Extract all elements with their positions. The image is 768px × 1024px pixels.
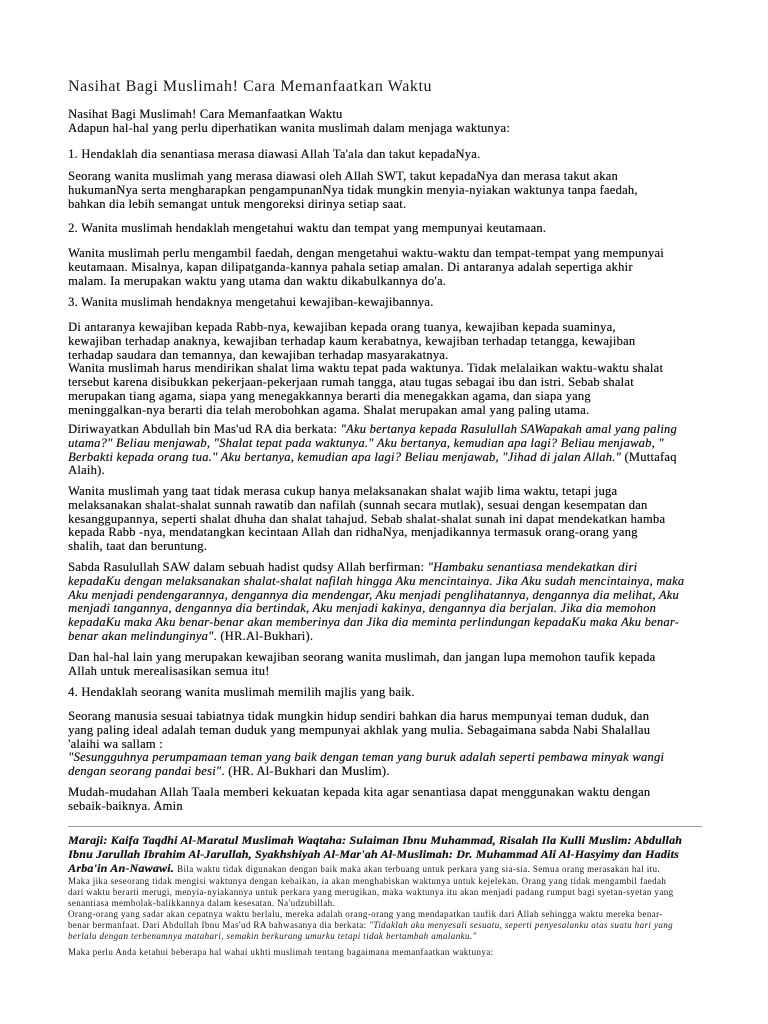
hadith-qudsi-paragraph xyxy=(68,561,684,644)
intro-paragraph xyxy=(68,108,510,136)
section-heading-2 xyxy=(68,222,546,236)
reference-line: Ibnu Jarullah Ibrahim Al-Jarullah, Syakhshiyah Al-Mar'ah Al-Muslimah: Dr. Muhammad Ali Al-Hasyimy dan Hadits xyxy=(68,847,679,861)
line xyxy=(68,423,677,437)
line: Dan hal-hal lain yang merupakan kewajiban seorang wanita muslimah, dan jangan lupa memohon taufik kepada xyxy=(68,650,656,664)
line: keutamaan. Misalnya, kapan dilipatganda-kannya pahala setiap amalan. Di antaranya adalah sepertiga akhir xyxy=(68,259,633,274)
line: hukumanNya serta mengharapkan pengampunanNya tidak mungkin menyia-nyiakan waktunya tanpa faedah, xyxy=(68,182,638,197)
footnote-quote-line: berlalu dengan terbenamnya matahari, semakin berkurang umurku tetapi tidak bertambah amalanku." xyxy=(68,931,477,941)
line: tersebut karena disibukkan pekerjaan-pekerjaan rumah tangga, atau tugas sebagai ibu dan istri. Sebab shalat xyxy=(68,375,634,390)
line xyxy=(68,630,684,644)
section-heading-4 xyxy=(68,686,415,700)
narration-text: Diriwayatkan Abdullah bin Mas'ud RA dia berkata: xyxy=(68,422,341,436)
line: kesanggupannya, seperti shalat dhuha dan shalat tahajud. Sebab shalat-shalat sunah ini dapat mendekatkan hamba xyxy=(68,511,666,526)
quote-text: "Aku bertanya kepada Rasulullah SAWapakah amal yang paling xyxy=(340,422,677,436)
line: Wanita muslimah harus mendirikan shalat lima waktu tepat pada waktunya. Tidak melalaikan waktu-waktu shalat xyxy=(68,361,664,376)
footnote-paragraph xyxy=(68,876,674,909)
footnote-paragraph xyxy=(68,947,494,958)
quote-text: "Tidaklah aku menyesali sesuatu, seperti penyesalanku atas suatu hari yang xyxy=(369,920,674,930)
intro-line: Adapun hal-hal yang perlu diperhatikan wanita muslimah dalam menjaga waktunya: xyxy=(68,120,510,135)
line: terhadap saudara dan temannya, dan kewajiban terhadap masyarakatnya. xyxy=(68,347,449,362)
reference-text: Arba'in An-Nawawi. xyxy=(68,861,174,875)
paragraph xyxy=(68,651,655,679)
line: Wanita muslimah perlu mengambil faedah, dengan mengetahui waktu-waktu dan tempat-tempat yang mempunyai xyxy=(68,246,664,260)
paragraph xyxy=(68,170,638,211)
closing-paragraph xyxy=(68,786,650,814)
line: melaksanakan shalat-shalat sunnah rawatib dan nafilah (sunnah secara mutlak), sesuai dengan kesempatan dan xyxy=(68,497,648,512)
heading-line: 2. Wanita muslimah hendaklah mengetahui waktu dan tempat yang mempunyai keutamaan. xyxy=(68,221,547,235)
line: bahkan dia lebih semangat untuk mengoreksi dirinya setiap saat. xyxy=(68,196,407,211)
quote-text: Berbakti kepada orang tua." Aku bertanya, kemudian apa lagi? Beliau menjawab, "Jihad di jalan Allah." xyxy=(68,449,621,464)
line: yang paling ideal adalah teman duduk yang mempunyai akhlak yang mulia. Sebagaimana sabda Nabi Shalallau xyxy=(68,722,651,737)
source-line: Alaih). xyxy=(68,463,105,478)
line: Allah untuk merealisasikan semua itu! xyxy=(68,663,270,678)
subtitle-line: Nasihat Bagi Muslimah! Cara Memanfaatkan Waktu xyxy=(68,107,343,121)
source-text: . (HR. Al-Bukhari dan Muslim). xyxy=(221,764,390,779)
heading-line: 3. Wanita muslimah hendaknya mengetahui kewajiban-kewajibannya. xyxy=(68,295,434,309)
line: 'alaihi wa sallam : xyxy=(68,736,163,751)
source-text: (Muttafaq xyxy=(620,449,677,464)
quote-line: kepadaKu maka Aku benar-benar akan memberinya dan Jika dia meminta perlindungan kepadaKu maka Aku benar- xyxy=(68,615,680,630)
footnote-line: Maka perlu Anda ketahui beberapa hal wahai ukhti muslimah tentang bagaimana memanfaatkan waktunya: xyxy=(68,947,494,957)
narration-text: Sabda Rasulullah SAW dalam sebuah hadist qudsy Allah berfirman: xyxy=(68,560,428,574)
footnote-paragraph xyxy=(68,909,673,942)
hadith-paragraph xyxy=(68,423,677,478)
paragraph xyxy=(68,321,663,418)
line xyxy=(68,765,664,779)
reference-line: Maraji: Kaifa Taqdhi Al-Maratul Muslimah Waqtaha: Sulaiman Ibnu Muhammad, Risalah Ila Kulli Muslim: Abdullah xyxy=(68,833,683,847)
quote-line: utama?" Beliau menjawab, "Shalat tepat pada waktunya." Aku bertanya, kemudian apa lagi? Beliau menjawab, " xyxy=(68,435,664,450)
document-title: Nasihat Bagi Muslimah! Cara Memanfaatkan Waktu xyxy=(68,78,433,95)
line xyxy=(68,561,684,575)
paragraph xyxy=(68,247,664,288)
line: Wanita muslimah yang taat tidak merasa cukup hanya melaksanakan shalat wajib lima waktu, tetapi juga xyxy=(68,484,618,498)
paragraph xyxy=(68,710,664,779)
footnote-line: Maka jika seseorang tidak mengisi waktunya dengan kebaikan, ia akan menghabiskan waktunya untuk kejelekan. Orang yang tidak mengambil faedah xyxy=(68,876,667,886)
quote-line: Aku menjadi pendengarannya, dengannya dia mendengar, Aku menjadi penglihatannya, dengannya dia melihat, Aku xyxy=(68,587,679,602)
footnote-text: benar bermanfaat. Dari Abdullah Ibnu Mas'ud RA bahwasanya dia berkata: xyxy=(68,920,370,930)
line xyxy=(68,451,677,465)
line: merupakan tiang agama, siapa yang menegakkannya berarti dia menegakkan agama, dan siapa yang xyxy=(68,388,591,403)
line: malam. Ia merupakan waktu yang utama dan waktu dikabulkannya do'a. xyxy=(68,273,447,288)
footnote-line: senantiasa membolak-balikkannya dalam kesesatan. Na'udzubillah. xyxy=(68,898,336,908)
quote-line: menjadi tangannya, dengannya dia bertindak, Aku menjadi kakinya, dengannya dia berjalan. Jika dia memohon xyxy=(68,601,657,616)
reference-line xyxy=(68,861,682,875)
footnote-line xyxy=(68,920,673,931)
footnote-line: dari waktu berarti merugi, menyia-nyiakannya untuk perkara yang merugikan, maka waktunya itu akan menjadi padang rumput bagi syetan-syetan yang xyxy=(68,887,674,897)
footnote-line: Orang-orang yang sadar akan cepatnya waktu berlalu, mereka adalah orang-orang yang mendapatkan taufik dari Allah sehingga waktu mereka benar- xyxy=(68,909,663,919)
section-heading-3 xyxy=(68,296,433,310)
heading-line: 1. Hendaklah dia senantiasa merasa diawasi Allah Ta'ala dan takut kepadaNya. xyxy=(68,147,481,161)
line: Seorang wanita muslimah yang merasa diawasi oleh Allah SWT, takut kepadaNya dan merasa takut akan xyxy=(68,169,618,183)
footnote-text: Bila waktu tidak digunakan dengan baik maka akan terbuang untuk perkara yang sia-sia. Semua orang merasakan hal itu. xyxy=(177,864,661,874)
quote-text: "Hambaku senantiasa mendekatkan diri xyxy=(427,560,638,574)
line: Mudah-mudahan Allah Taala memberi kekuatan kepada kita agar senantiasa dapat menggunakan waktu dengan xyxy=(68,785,651,799)
line: shalih, taat dan beruntung. xyxy=(68,539,208,554)
source-text: . (HR.Al-Bukhari). xyxy=(213,628,314,643)
quote-line: kepadaKu dengan melaksanakan shalat-shalat nafilah hingga Aku mencintainya. Jika Aku sudah mencintainya, maka xyxy=(68,573,685,588)
paragraph xyxy=(68,485,665,554)
line: meninggalkan-nya berarti dia telah merobohkan agama. Shalat merupakan amal yang paling utama. xyxy=(68,402,590,417)
section-heading-1 xyxy=(68,148,480,162)
quote-line: "Sesungguhnya perumpamaan teman yang baik dengan teman yang buruk adalah seperti pembawa minyak wangi xyxy=(68,750,665,765)
heading-line: 4. Hendaklah seorang wanita muslimah memilih majlis yang baik. xyxy=(68,685,415,699)
quote-text: dengan seorang pandai besi" xyxy=(68,764,222,779)
divider xyxy=(68,826,702,827)
line: sebaik-baiknya. Amin xyxy=(68,798,183,813)
line: Seorang manusia sesuai tabiatnya tidak mungkin hidup sendiri bahkan dia harus mempunyai teman duduk, dan xyxy=(68,709,650,723)
line: kepada Rabb -nya, mendatangkan kecintaan Allah dan ridhaNya, menjadikannya termasuk orang-orang yang xyxy=(68,525,638,540)
line: Di antaranya kewajiban kepada Rabb-nya, kewajiban kepada orang tuanya, kewajiban kepada suaminya, xyxy=(68,320,616,334)
line: kewajiban terhadap anaknya, kewajiban terhadap kaum kerabatnya, kewajiban terhadap tetangga, kewajiban xyxy=(68,333,636,348)
references xyxy=(68,833,682,875)
quote-text: benar akan melindunginya" xyxy=(68,628,214,643)
